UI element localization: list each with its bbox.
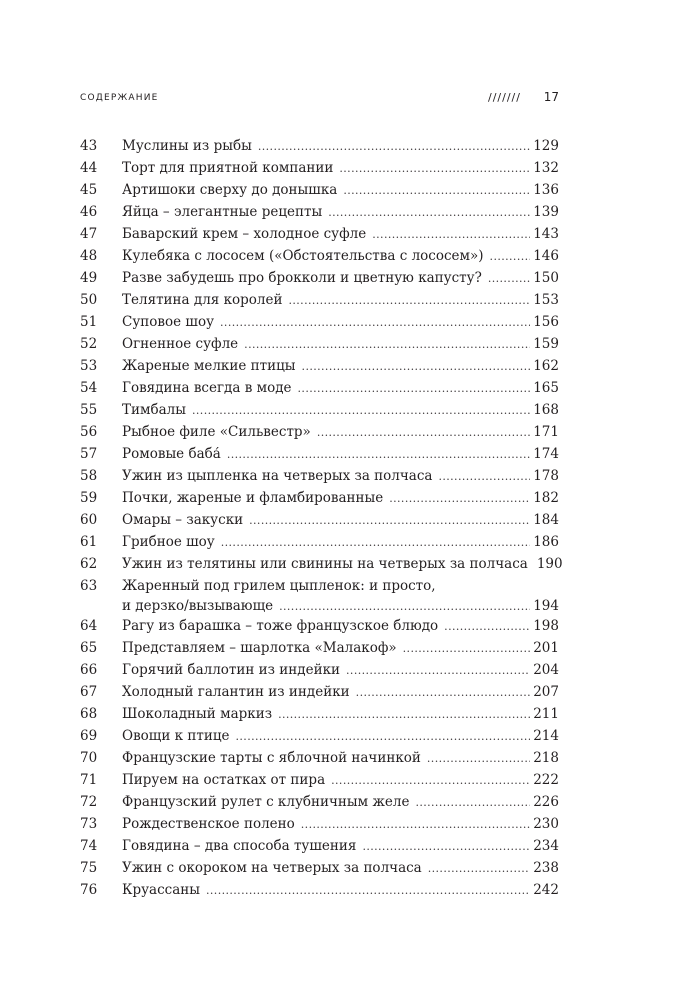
dot-leader — [427, 749, 530, 769]
chapter-number: 46 — [80, 204, 98, 220]
dot-leader — [328, 203, 530, 223]
chapter-title: Говядина всегда в моде — [122, 380, 292, 396]
dot-leader — [302, 357, 531, 377]
chapter-number: 45 — [80, 182, 98, 198]
dot-leader — [428, 859, 530, 879]
page-ref: 238 — [533, 860, 559, 876]
toc-entry[interactable] — [80, 290, 559, 312]
page-ref: 146 — [533, 248, 559, 264]
page-ref: 182 — [533, 490, 559, 506]
chapter-number: 70 — [80, 750, 98, 766]
toc-entry[interactable] — [80, 638, 559, 660]
toc-entry[interactable] — [80, 660, 559, 682]
toc-entry[interactable] — [80, 356, 559, 378]
chapter-number: 76 — [80, 882, 98, 898]
page-ref: 171 — [533, 424, 559, 440]
chapter-number: 47 — [80, 226, 98, 242]
chapter-title: Овощи к птице — [122, 728, 230, 744]
chapter-number: 67 — [80, 684, 98, 700]
chapter-title: Рагу из барашка – тоже французское блюдо — [122, 618, 439, 634]
page-ref: 129 — [533, 138, 559, 154]
page-ref: 211 — [533, 706, 559, 722]
chapter-number: 44 — [80, 160, 98, 176]
toc-entry[interactable] — [80, 880, 559, 902]
dot-leader — [221, 533, 530, 553]
dot-leader — [244, 335, 530, 355]
toc-entry[interactable] — [80, 378, 559, 400]
chapter-number: 68 — [80, 706, 98, 722]
toc-entry[interactable] — [80, 422, 559, 444]
dot-leader — [288, 291, 530, 311]
dot-leader — [236, 727, 531, 747]
chapter-title: Горячий баллотин из индейки — [122, 662, 341, 678]
chapter-title: Муслины из рыбы — [122, 138, 252, 154]
dot-leader — [490, 247, 531, 267]
toc-entry[interactable] — [80, 510, 559, 532]
chapter-title: Французские тарты с яблочной начинкой — [122, 750, 421, 766]
page-ref: 198 — [533, 618, 559, 634]
chapter-title: Ужин из телятины или свинины на четверых за полчаса — [122, 556, 528, 572]
page-ref: 150 — [533, 270, 559, 286]
page-ref: 132 — [533, 160, 559, 176]
chapter-title: Кулебяка с лососем («Обстоятельства с лососем») — [122, 248, 484, 264]
page-ref: 168 — [533, 402, 559, 418]
chapter-number: 48 — [80, 248, 98, 264]
page-ref: 234 — [533, 838, 559, 854]
chapter-number: 54 — [80, 380, 98, 396]
dot-leader — [317, 423, 530, 443]
table-of-contents — [80, 136, 563, 902]
toc-entry[interactable] — [80, 466, 559, 488]
chapter-title: Рождественское полено — [122, 816, 295, 832]
page-ref: 162 — [533, 358, 559, 374]
page-ref: 222 — [533, 772, 559, 788]
dot-leader — [438, 467, 530, 487]
toc-entry[interactable] — [80, 246, 559, 268]
toc-entry[interactable] — [80, 748, 559, 770]
chapter-title: Круассаны — [122, 882, 200, 898]
chapter-title: Яйца – элегантные рецепты — [122, 204, 323, 220]
toc-entry[interactable] — [80, 726, 559, 748]
chapter-number: 50 — [80, 292, 98, 308]
chapter-number: 65 — [80, 640, 98, 656]
dot-leader — [206, 881, 530, 901]
dot-leader — [278, 705, 530, 725]
toc-entry[interactable] — [80, 814, 559, 836]
toc-entry[interactable] — [80, 136, 559, 158]
page-ref: 230 — [533, 816, 559, 832]
toc-entry[interactable] — [80, 616, 559, 638]
toc-entry[interactable] — [80, 792, 559, 814]
page-header — [80, 90, 559, 110]
toc-entry[interactable] — [80, 180, 559, 202]
toc-entry[interactable] — [80, 488, 559, 510]
chapter-number: 73 — [80, 816, 98, 832]
page-ref: 153 — [533, 292, 559, 308]
chapter-title: Огненное суфле — [122, 336, 239, 352]
page-ref: 201 — [533, 640, 559, 656]
page-ref: 184 — [533, 512, 559, 528]
toc-entry[interactable] — [80, 704, 559, 726]
page-ref: 136 — [533, 182, 559, 198]
toc-entry[interactable] — [80, 532, 559, 554]
dot-leader — [339, 159, 530, 179]
dot-leader — [415, 793, 530, 813]
chapter-title: и дерзко/вызывающе — [122, 598, 274, 614]
chapter-number: 53 — [80, 358, 98, 374]
dot-leader — [301, 815, 530, 835]
page-ref: 174 — [533, 446, 559, 462]
dot-leader — [389, 489, 530, 509]
dot-leader — [444, 617, 530, 637]
dot-leader — [331, 771, 530, 791]
dot-leader — [249, 511, 530, 531]
dot-leader — [372, 225, 530, 245]
chapter-number: 59 — [80, 490, 98, 506]
page-number: 17 — [543, 90, 559, 104]
section-title: СОДЕРЖАНИЕ — [80, 93, 159, 103]
page-ref: 186 — [533, 534, 559, 550]
chapter-title: Телятина для королей — [122, 292, 283, 308]
chapter-number: 49 — [80, 270, 98, 286]
dot-leader — [227, 445, 530, 465]
page-ref: 139 — [533, 204, 559, 220]
page-ref: 194 — [533, 598, 559, 614]
chapter-title: Баварский крем – холодное суфле — [122, 226, 367, 242]
toc-entry[interactable] — [80, 836, 559, 858]
chapter-title: Представляем – шарлотка «Малакоф» — [122, 640, 397, 656]
chapter-title: Ужин с окороком на четверых за полчаса — [122, 860, 422, 876]
chapter-number: 62 — [80, 556, 98, 572]
toc-entry[interactable] — [80, 858, 559, 880]
dot-leader — [192, 401, 530, 421]
dot-leader — [220, 313, 530, 333]
page-ref: 204 — [533, 662, 559, 678]
chapter-number: 66 — [80, 662, 98, 678]
chapter-title: Артишоки сверху до донышка — [122, 182, 338, 198]
chapter-number: 58 — [80, 468, 98, 484]
page-ref: 178 — [533, 468, 559, 484]
toc-entry[interactable] — [80, 268, 559, 290]
chapter-number: 60 — [80, 512, 98, 528]
toc-entry[interactable] — [80, 334, 559, 356]
chapter-title-line1: Жаренный под грилем цыпленок: и просто, — [122, 578, 436, 594]
chapter-title: Суповое шоу — [122, 314, 215, 330]
toc-entry[interactable] — [80, 576, 559, 616]
decorative-slashes: /////// — [488, 91, 521, 104]
chapter-title: Тимбалы — [122, 402, 186, 418]
toc-entry[interactable] — [80, 770, 559, 792]
chapter-number: 51 — [80, 314, 98, 330]
chapter-number: 64 — [80, 618, 98, 634]
dot-leader — [488, 269, 530, 289]
chapter-number: 61 — [80, 534, 98, 550]
page-ref: 190 — [536, 556, 563, 572]
dot-leader — [258, 137, 530, 157]
dot-leader — [362, 837, 530, 857]
chapter-title: Жареные мелкие птицы — [122, 358, 296, 374]
toc-entry[interactable] — [80, 400, 559, 422]
toc-entry[interactable] — [80, 682, 559, 704]
page-ref: 207 — [533, 684, 559, 700]
dot-leader — [403, 639, 531, 659]
chapter-number: 71 — [80, 772, 98, 788]
page-ref: 156 — [533, 314, 559, 330]
chapter-title: Омары – закуски — [122, 512, 244, 528]
chapter-title: Пируем на остатках от пира — [122, 772, 326, 788]
chapter-number: 63 — [80, 578, 98, 594]
dot-leader — [356, 683, 531, 703]
toc-entry[interactable] — [80, 224, 559, 246]
chapter-title: Ромовые баба́ — [122, 446, 221, 462]
chapter-number: 56 — [80, 424, 98, 440]
toc-entry[interactable] — [80, 158, 559, 180]
page-ref: 159 — [533, 336, 559, 352]
page-ref: 242 — [533, 882, 559, 898]
toc-entry[interactable] — [80, 554, 563, 576]
chapter-number: 74 — [80, 838, 98, 854]
chapter-number: 52 — [80, 336, 98, 352]
page-ref: 214 — [533, 728, 559, 744]
chapter-title: Разве забудешь про брокколи и цветную капусту? — [122, 270, 482, 286]
chapter-title: Ужин из цыпленка на четверых за полчаса — [122, 468, 433, 484]
chapter-number: 69 — [80, 728, 98, 744]
toc-entry[interactable] — [80, 202, 559, 224]
dot-leader — [279, 597, 530, 617]
chapter-title: Шоколадный маркиз — [122, 706, 273, 722]
dot-leader — [346, 661, 530, 681]
chapter-number: 57 — [80, 446, 98, 462]
chapter-number: 72 — [80, 794, 98, 810]
chapter-title: Грибное шоу — [122, 534, 215, 550]
chapter-title: Рыбное филе «Сильвестр» — [122, 424, 311, 440]
chapter-number: 43 — [80, 138, 98, 154]
chapter-number: 55 — [80, 402, 98, 418]
dot-leader — [298, 379, 531, 399]
toc-entry[interactable] — [80, 312, 559, 334]
chapter-title: Холодный галантин из индейки — [122, 684, 350, 700]
toc-entry[interactable] — [80, 444, 559, 466]
dot-leader — [343, 181, 530, 201]
chapter-title: Торт для приятной компании — [122, 160, 334, 176]
page-ref: 218 — [533, 750, 559, 766]
chapter-title: Почки, жареные и фламбированные — [122, 490, 384, 506]
chapter-number: 75 — [80, 860, 98, 876]
page-ref: 143 — [533, 226, 559, 242]
page-ref: 226 — [533, 794, 559, 810]
page-ref: 165 — [533, 380, 559, 396]
chapter-title: Французский рулет с клубничным желе — [122, 794, 410, 810]
chapter-title: Говядина – два способа тушения — [122, 838, 357, 854]
